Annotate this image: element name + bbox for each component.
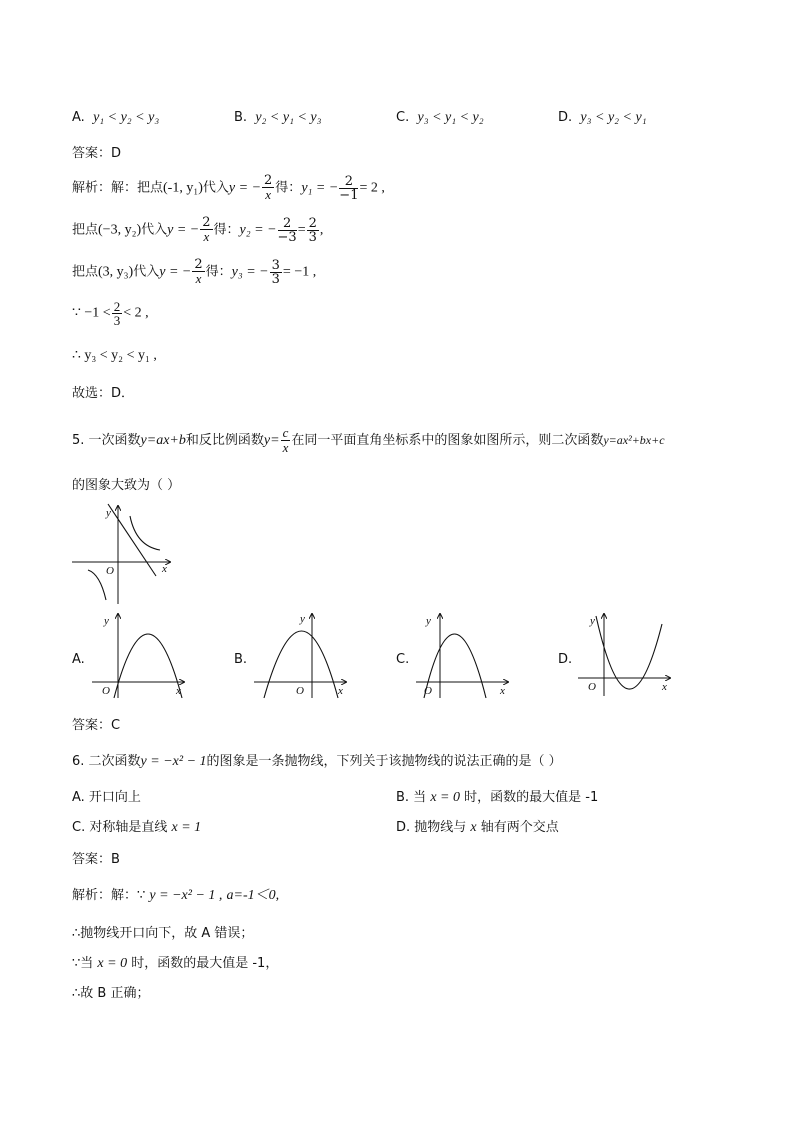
- q6-option-c: C. 对称轴是直线 x = 1: [72, 820, 202, 835]
- q5-answer: 答案：C: [72, 718, 121, 733]
- svg-text:y: y: [590, 615, 595, 627]
- q5-reference-graph: [70, 498, 180, 608]
- svg-text:x: x: [500, 685, 505, 697]
- svg-text:x: x: [176, 685, 181, 697]
- q4-answer: 答案：D: [72, 146, 122, 161]
- q5-option-d-graph: [574, 610, 684, 700]
- axis-y-label: y: [106, 507, 111, 519]
- svg-text:y: y: [300, 613, 305, 625]
- q4-option-a: A. y₁ < y₂ < y₃: [72, 110, 160, 125]
- q4-conclusion: 故选：D．: [72, 386, 135, 401]
- q6-option-a: A. 开口向上: [72, 790, 141, 805]
- q5-option-a-graph: [88, 610, 198, 700]
- q5-stem-line-2: 的图象大致为（ ）: [72, 478, 181, 493]
- q5-option-b-graph: [250, 610, 360, 700]
- svg-text:y: y: [104, 615, 109, 627]
- q6-answer: 答案：B: [72, 852, 120, 867]
- svg-text:O: O: [588, 681, 596, 693]
- q5-option-d-label: D.: [558, 652, 573, 667]
- axis-x-label: x: [162, 563, 167, 575]
- q4-solution-line-1: 解析：解：把点(-1, y₁)代入y = − $\frac{2}{x}$ 得：y₁ = − $\frac{2}{-1}$ = 2 ,: [72, 173, 385, 203]
- q4-option-d: D. y₃ < y₂ < y₁: [558, 110, 647, 125]
- q5-option-a-label: A.: [72, 652, 85, 667]
- q4-therefore-line: ∴ y₃ < y₂ < y₁ ,: [72, 348, 157, 363]
- origin-label: O: [106, 565, 114, 577]
- q4-option-c: C. y₃ < y₁ < y₂: [396, 110, 484, 125]
- svg-text:O: O: [102, 685, 110, 697]
- q4-option-b: B. y₂ < y₁ < y₃: [234, 110, 322, 125]
- q6-option-d: D. 抛物线与 x 轴有两个交点: [396, 820, 559, 835]
- q6-solution-line-2: ∴抛物线开口向下，故 A 错误；: [72, 926, 254, 941]
- q5-option-b-label: B.: [234, 652, 248, 667]
- q4-because-line: ∵ −1 < $\frac{2}{3}$ < 2 ,: [72, 299, 149, 328]
- svg-text:O: O: [424, 685, 432, 697]
- q6-solution-line-4: ∴故 B 正确；: [72, 986, 150, 1001]
- svg-text:y: y: [426, 615, 431, 627]
- q5-stem-line-1: 5. 一次函数y=ax+b和反比例函数y= $\frac{c}{x}$ 在同一平面直角坐标系中的图象如图所示，则二次函数y=ax²+bx+c: [72, 425, 665, 455]
- svg-text:x: x: [338, 685, 343, 697]
- q6-solution-line-1: 解析：解：∵ y = −x² − 1 , a=-1＜0,: [72, 888, 280, 903]
- q5-option-c-label: C.: [396, 652, 410, 667]
- q5-option-c-graph: [412, 610, 522, 700]
- q4-solution-line-2: 把点(−3, y₂)代入y = − $\frac{2}{x}$ 得：y₂ = − $\frac{2}{-3}$ = $\frac{2}{3}$ ,: [72, 215, 324, 245]
- q6-option-b: B. 当 x = 0 时，函数的最大值是 -1: [396, 790, 599, 805]
- q4-solution-line-3: 把点(3, y₃)代入y = − $\frac{2}{x}$ 得：y₃ = − $\frac{3}{3}$ = −1 ,: [72, 257, 317, 287]
- q6-solution-line-3: ∵当 x = 0 时，函数的最大值是 -1，: [72, 956, 279, 971]
- svg-text:O: O: [296, 685, 304, 697]
- svg-text:x: x: [662, 681, 667, 693]
- q6-stem: 6. 二次函数y = −x² − 1的图象是一条抛物线，下列关于该抛物线的说法正确的是（ ）: [72, 754, 562, 769]
